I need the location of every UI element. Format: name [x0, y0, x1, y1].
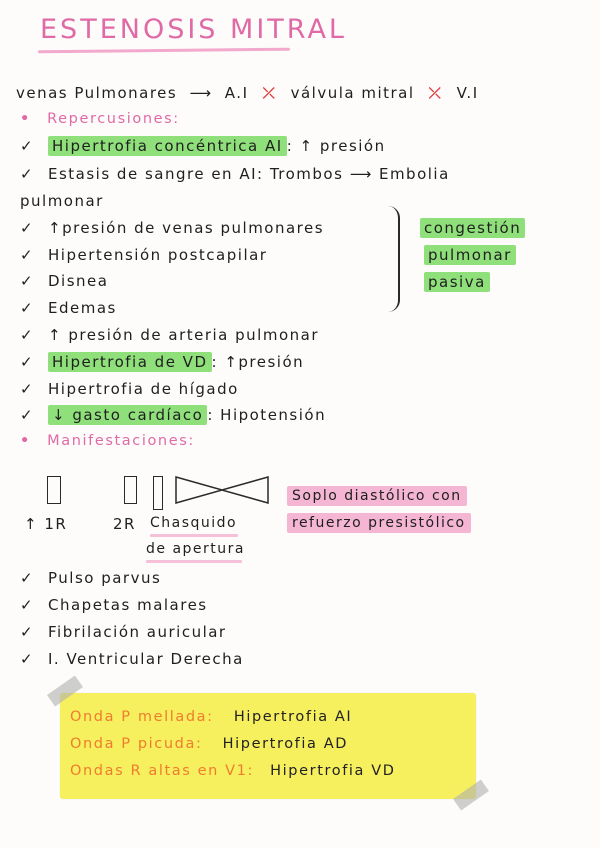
list-item-text: Hipertensión postcapilar: [48, 246, 268, 264]
check-icon: ✓: [20, 406, 35, 424]
section-repercusiones: [20, 111, 180, 127]
label-1r: ↑ 1R: [24, 515, 68, 533]
check-icon: ✓: [20, 326, 35, 344]
note-value: Hipertrofia VD: [270, 763, 396, 779]
list-item: [20, 192, 104, 210]
check-icon: ✓: [20, 137, 35, 155]
list-item-text: Pulso parvus: [48, 569, 162, 587]
soplo-label-1: Soplo diastólico con: [287, 486, 467, 506]
list-item-text: Disnea: [48, 272, 109, 290]
list-item-text: Fibrilación auricular: [48, 623, 227, 641]
list-item: [20, 165, 450, 183]
section-manifestaciones: [20, 433, 195, 449]
check-icon: ✓: [20, 569, 35, 587]
list-item-text: pulmonar: [20, 192, 104, 210]
sound-1r-icon: [47, 476, 61, 504]
list-item-text: Edemas: [48, 299, 117, 317]
note-label: Ondas R altas en V1:: [70, 763, 254, 779]
check-icon: ✓: [20, 219, 35, 237]
highlight-green: Hipertrofia concéntrica AI: [48, 136, 287, 156]
blocked-arrow-icon-2: ⤫: [428, 84, 443, 102]
murmur-diamond-icon: [174, 474, 270, 506]
check-icon: ✓: [20, 353, 35, 371]
highlight-green: ↓ gasto cardíaco: [48, 405, 207, 425]
note-line: [70, 709, 352, 725]
page-title: ESTENOSIS MITRAL: [40, 14, 347, 45]
congestion-label-1: congestión: [420, 218, 525, 238]
list-item: [20, 299, 117, 317]
check-icon: ✓: [20, 596, 35, 614]
check-icon: ✓: [20, 623, 35, 641]
list-item: [20, 650, 244, 668]
list-item: [20, 353, 304, 371]
check-icon: ✓: [20, 299, 35, 317]
flow-part-valvula: válvula mitral: [290, 84, 415, 102]
note-value: Hipertrofia AI: [233, 709, 353, 725]
list-item-text: Chapetas malares: [48, 596, 208, 614]
bullet-dot-icon: •: [20, 433, 31, 449]
flow-part-ai: A.I: [224, 84, 249, 102]
section-header-label: Repercusiones:: [47, 111, 180, 127]
list-item: [20, 406, 326, 424]
note-label: Onda P mellada:: [70, 709, 214, 725]
note-line: [70, 763, 396, 779]
list-item: [20, 272, 108, 290]
list-item-text: : Hipotensión: [207, 406, 327, 424]
sound-2r-icon: [124, 476, 137, 504]
soplo-label-2: refuerzo presistólico: [287, 513, 471, 533]
blocked-arrow-icon: ⤫: [262, 84, 277, 102]
list-item: [20, 623, 227, 641]
list-item-text: : ↑presión: [211, 353, 305, 371]
flow-part-venas: venas Pulmonares: [16, 84, 178, 102]
list-item-text: I. Ventricular Derecha: [48, 650, 244, 668]
list-item: [20, 569, 161, 587]
list-item-text: ↑presión de venas pulmonares: [48, 219, 325, 237]
note-line: [70, 736, 348, 752]
chasquido-icon: [153, 476, 163, 510]
highlight-green: Hipertrofia de VD: [48, 352, 212, 372]
note-value: Hipertrofia AD: [222, 736, 348, 752]
congestion-label-3: pasiva: [424, 272, 490, 292]
label-chasquido: Chasquido: [150, 515, 238, 531]
bullet-dot-icon: •: [20, 111, 31, 127]
flow-part-vi: V.I: [456, 84, 479, 102]
list-item: [20, 246, 267, 264]
check-icon: ✓: [20, 380, 35, 398]
list-item-text: Hipertrofia de hígado: [48, 380, 239, 398]
list-item: [20, 596, 208, 614]
brace-icon: [388, 206, 400, 312]
list-item: [20, 137, 386, 155]
section-header-label: Manifestaciones:: [47, 433, 195, 449]
check-icon: ✓: [20, 272, 35, 290]
congestion-label-2: pulmonar: [424, 245, 516, 265]
list-item-text: : ↑ presión: [286, 137, 386, 155]
pink-underline: [146, 560, 242, 563]
note-label: Onda P picuda:: [70, 736, 203, 752]
list-item-text: ↑ presión de arteria pulmonar: [48, 326, 319, 344]
arrow-icon: ⟶: [189, 84, 213, 102]
label-2r: 2R: [113, 515, 136, 533]
check-icon: ✓: [20, 165, 35, 183]
pink-underline: [150, 534, 238, 537]
list-item: [20, 380, 239, 398]
label-apertura: de apertura: [146, 541, 245, 557]
list-item: [20, 219, 324, 237]
list-item-text: Estasis de sangre en AI: Trombos ⟶ Embolia: [48, 165, 450, 183]
check-icon: ✓: [20, 650, 35, 668]
list-item: [20, 326, 319, 344]
title-underline: [38, 48, 290, 54]
check-icon: ✓: [20, 246, 35, 264]
flow-line: [16, 84, 479, 102]
